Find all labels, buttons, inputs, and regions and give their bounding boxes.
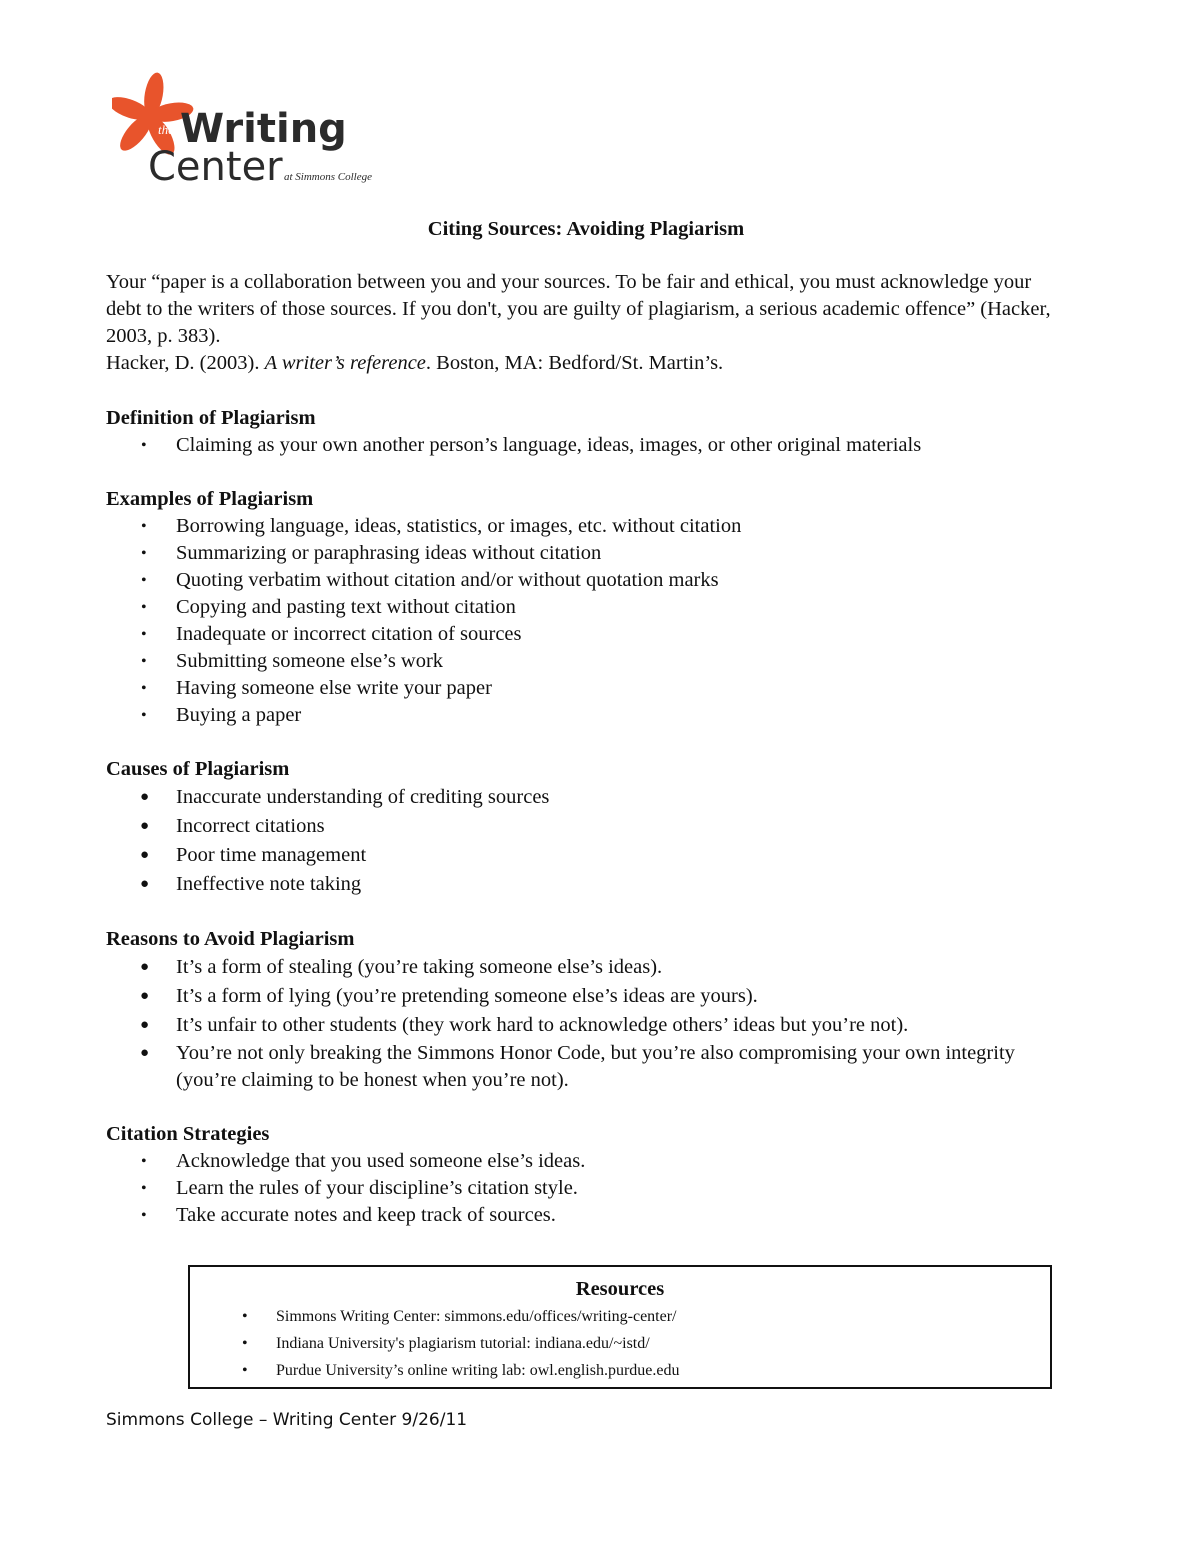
logo-small-word: the [158,122,174,137]
list-item: • Learn the rules of your discipline’s citation style. [106,1175,1066,1202]
list-item: ● Incorrect citations [106,812,1066,841]
logo-line1: Writing [180,106,347,152]
resource-item: • Purdue University’s online writing lab: owl.english.purdue.edu [190,1357,1050,1384]
section-heading: Reasons to Avoid Plagiarism [106,928,355,950]
list-item: • Quoting verbatim without citation and/or without quotation marks [106,567,1066,594]
section-reasons [106,926,1066,1094]
list-item: ● Poor time management [106,841,1066,870]
list-item: • Summarizing or paraphrasing ideas without citation [106,540,1066,567]
list-item: ● Ineffective note taking [106,870,1066,899]
list-item: • Submitting someone else’s work [106,648,1066,675]
section-examples [106,486,1066,729]
reference-suffix: . Boston, MA: Bedford/St. Martin’s. [425,352,724,374]
page-title: Citing Sources: Avoiding Plagiarism [427,218,745,240]
section-strategies [106,1121,1066,1229]
section-heading: Definition of Plagiarism [106,407,316,429]
list-item: • Buying a paper [106,702,1066,729]
list-item: • Having someone else write your paper [106,675,1066,702]
logo-tagline: at Simmons College [284,171,372,183]
section-heading: Citation Strategies [106,1123,270,1145]
list-item: • Borrowing language, ideas, statistics, or images, etc. without citation [106,513,1066,540]
reference-prefix: Hacker, D. (2003). [106,352,265,374]
section-heading: Causes of Plagiarism [106,758,290,780]
list-item: • Take accurate notes and keep track of sources. [106,1202,1066,1229]
reference-book-title: A writer’s reference [264,352,426,374]
list-item: • Inadequate or incorrect citation of sources [106,621,1066,648]
reference-citation [106,350,1066,377]
logo-line2: Center [148,144,283,190]
intro-paragraph: Your “paper is a collaboration between you and your sources. To be fair and ethical, you must acknowledge your debt to the writers of those sources. If you don't, you are guilty of plagiarism, a serious academic offence” (Hacker, 2003, p. 383). [106,271,1051,347]
logo-graphic [112,72,382,192]
resource-item: • Simmons Writing Center: simmons.edu/offices/writing-center/ [190,1303,1050,1330]
list-item: ● It’s a form of stealing (you’re taking someone else’s ideas). [106,953,1066,982]
resources-box [188,1265,1052,1389]
section-heading: Examples of Plagiarism [106,488,314,510]
page-footer: Simmons College – Writing Center 9/26/11 [106,1410,468,1430]
resources-heading: Resources [575,1278,665,1300]
section-definition [106,405,1066,459]
list-item: ● It’s a form of lying (you’re pretending someone else’s ideas are yours). [106,982,1066,1011]
list-item: • Acknowledge that you used someone else’s ideas. [106,1148,1066,1175]
resource-item: • Indiana University's plagiarism tutorial: indiana.edu/~istd/ [190,1330,1050,1357]
list-item: • Copying and pasting text without citation [106,594,1066,621]
list-item: ● It’s unfair to other students (they work hard to acknowledge others’ ideas but you’re not). [106,1011,1066,1040]
list-item: ● Inaccurate understanding of crediting sources [106,783,1066,812]
list-item: • Claiming as your own another person’s language, ideas, images, or other original materials [106,432,1066,459]
document-body [106,216,1066,1256]
writing-center-logo [112,72,382,192]
section-causes [106,756,1066,899]
list-item: ● You’re not only breaking the Simmons Honor Code, but you’re also compromising your own integrity (you’re claiming to be honest when you’re not). [106,1040,1066,1094]
